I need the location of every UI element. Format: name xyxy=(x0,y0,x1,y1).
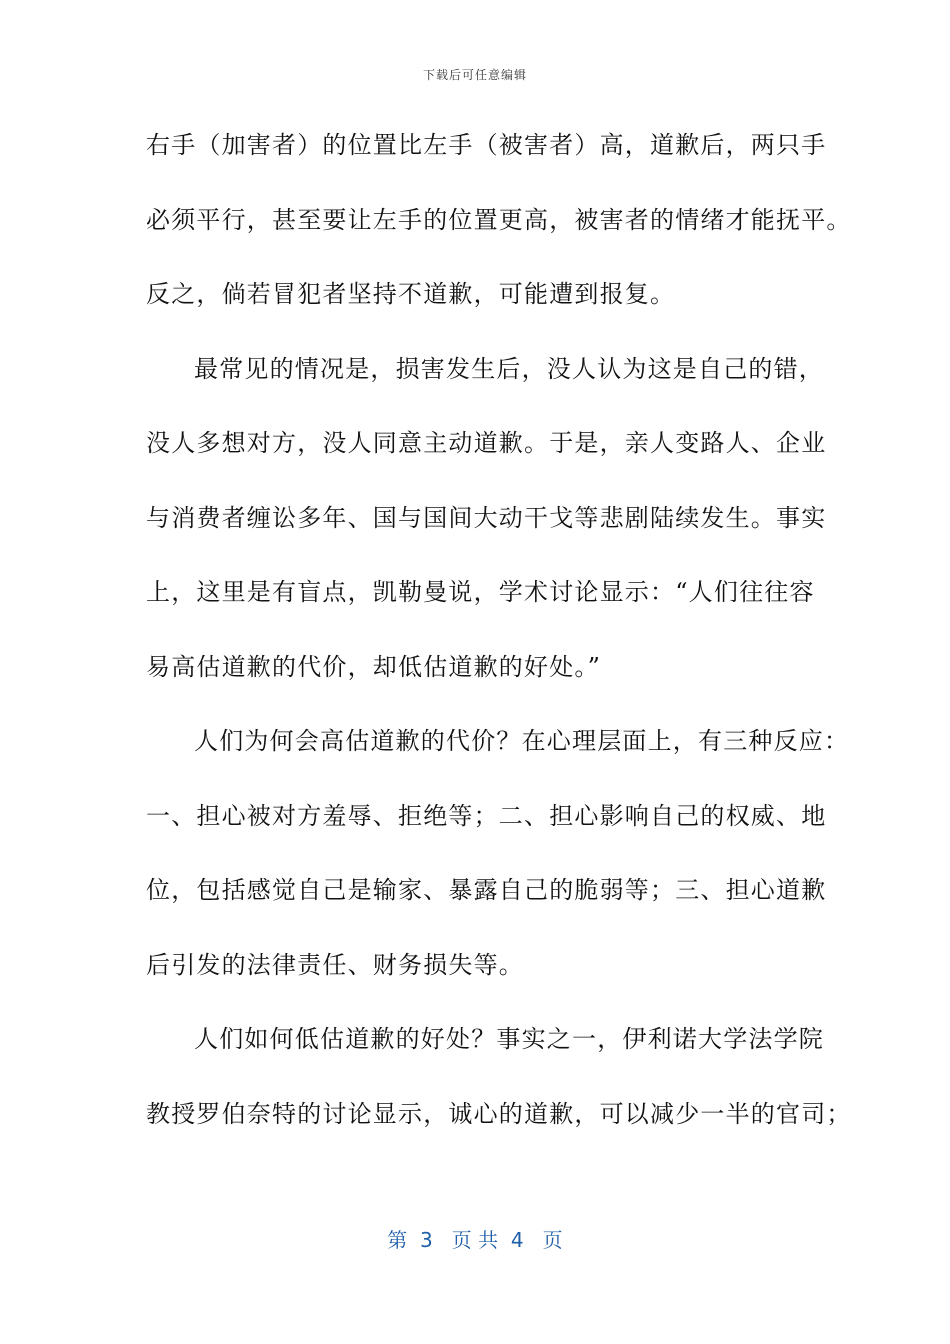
text-line: 最常见的情况是，损害发生后，没人认为这是自己的错， xyxy=(194,354,824,383)
text-line: 易高估道歉的代价，却低估道歉的好处。” xyxy=(146,652,602,681)
document-body xyxy=(146,118,852,1161)
text-line: 反之，倘若冒犯者坚持不道歉，可能遭到报复。 xyxy=(146,280,676,308)
text-line: 右手（加害者）的位置比左手（被害者）高，道歉后，两只手 xyxy=(146,131,827,159)
text-line: 与消费者缠讼多年、国与国间大动干戈等悲剧陆续发生。事实 xyxy=(146,503,827,532)
text-line: 上，这里是有盲点，凯勒曼说，学术讨论显示：“人们往往容 xyxy=(146,578,815,606)
paragraph-1 xyxy=(146,118,852,342)
text-line: 位，包括感觉自己是输家、暴露自己的脆弱等；三、担心道歉 xyxy=(146,876,827,904)
page-header: 下载后可任意编辑 xyxy=(422,68,527,82)
text-line: 后引发的法律责任、财务损失等。 xyxy=(146,950,524,979)
text-line: 必须平行，甚至要让左手的位置更高，被害者的情绪才能抚平。 xyxy=(146,205,852,234)
text-line: 人们为何会高估道歉的代价？在心理层面上，有三种反应： xyxy=(194,727,850,755)
page-number-footer: 第 3 页 共 4 页 xyxy=(387,1228,563,1252)
text-line: 教授罗伯奈特的讨论显示，诚心的道歉，可以减少一半的官司； xyxy=(146,1099,852,1128)
paragraph-4 xyxy=(146,1012,852,1161)
paragraph-2 xyxy=(146,342,827,715)
text-line: 人们如何低估道歉的好处？事实之一，伊利诺大学法学院 xyxy=(194,1025,824,1053)
text-line: 没人多想对方，没人同意主动道歉。于是，亲人变路人、企业 xyxy=(146,429,827,457)
paragraph-3 xyxy=(146,714,850,1012)
text-line: 一、担心被对方羞辱、拒绝等；二、担心影响自己的权威、地 xyxy=(146,801,827,830)
